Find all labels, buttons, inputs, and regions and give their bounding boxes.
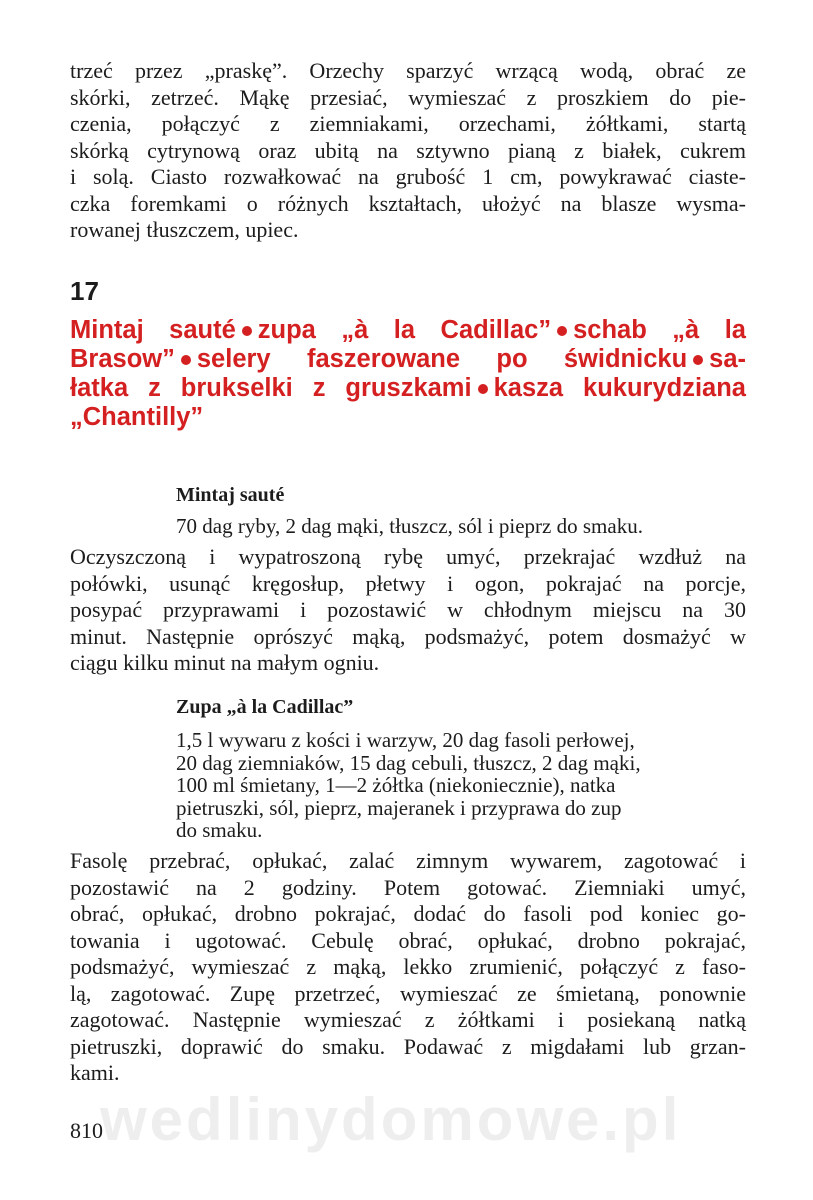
method-line: zagotować. Następnie wymieszać z żółtkami i posiekaną natką	[70, 1007, 746, 1032]
bullet-icon	[478, 384, 488, 394]
intro-line: skórki, zetrzeć. Mąkę przesiać, wymieszać z proszkiem do pie-	[70, 84, 746, 110]
bullet-icon	[242, 326, 252, 336]
intro-line: trzeć przez „praskę”. Orzechy sparzyć wrzącą wodą, obrać ze	[70, 58, 746, 83]
recipe-ingredients	[176, 729, 746, 842]
method-line: kami.	[70, 1060, 120, 1085]
ingredients-line: 20 dag ziemniaków, 15 dag cebuli, tłuszcz, 2 dag mąki,	[176, 750, 641, 775]
menu-dish: zupa „à la Cadillac”	[257, 316, 552, 344]
bullet-icon	[181, 355, 191, 365]
recipe-method	[70, 544, 746, 677]
recipe-title: Mintaj sauté	[176, 484, 285, 506]
watermark: wedlinydomowe.pl	[100, 1086, 682, 1153]
method-line: pozostawić na 2 godziny. Potem gotować. Ziemniaki umyć,	[70, 874, 746, 900]
method-line: obrać, opłukać, drobno pokrajać, dodać do fasoli pod koniec go-	[70, 901, 746, 926]
menu-dish: łatka z brukselki z gruszkami	[70, 374, 472, 402]
menu-dish: schab „à la	[573, 316, 746, 344]
ingredients-line: pietruszki, sól, pieprz, majeranek i przyprawa do zup	[176, 795, 622, 820]
intro-line: rowanej tłuszczem, upiec.	[70, 217, 299, 242]
intro-paragraph	[70, 58, 746, 244]
menu-line	[70, 316, 746, 345]
method-line: podsmażyć, wymieszać z mąką, lekko zrumienić, połączyć z faso-	[70, 954, 746, 979]
menu-dish: Brasow”	[70, 345, 175, 373]
intro-line: czka foremkami o różnych kształtach, ułożyć na blasze wysma-	[70, 190, 746, 216]
menu-line	[70, 345, 746, 374]
ingredients-line: 100 ml śmietany, 1—2 żółtka (niekoniecznie), natka	[176, 773, 616, 797]
recipe-method	[70, 848, 746, 1087]
ingredients-line: do smaku.	[176, 818, 263, 842]
menu-dish: Mintaj sauté	[70, 316, 236, 344]
method-line: minut. Następnie oprószyć mąką, podsmażyć, potem dosmażyć w	[70, 623, 746, 649]
bullet-icon	[557, 326, 567, 336]
menu-line	[70, 403, 746, 432]
ingredients-line: 1,5 l wywaru z kości i warzyw, 20 dag fasoli perłowej,	[176, 728, 635, 752]
method-line: ciągu kilku minut na małym ogniu.	[70, 650, 380, 675]
page-number: 810	[70, 1118, 103, 1143]
recipe-ingredients	[176, 515, 746, 538]
menu-line	[70, 374, 746, 403]
method-line: połówki, usunąć kręgosłup, płetwy i ogon, pokrajać na porcje,	[70, 570, 746, 596]
intro-line: skórką cytrynową oraz ubitą na sztywno pianą z białek, cukrem	[70, 137, 746, 163]
menu-title	[70, 316, 746, 432]
method-line: towania i ugotować. Cebulę obrać, opłukać, drobno pokrajać,	[70, 927, 746, 953]
bullet-icon	[693, 355, 703, 365]
recipe-title: Zupa „à la Cadillac”	[176, 696, 354, 718]
method-line: Oczyszczoną i wypatroszoną rybę umyć, przekrajać wzdłuż na	[70, 544, 746, 569]
menu-dish: kasza kukurydziana	[493, 374, 746, 402]
method-line: posypać przyprawami i pozostawić w chłodnym miejscu na 30	[70, 597, 746, 622]
menu-dish: selery faszerowane po świdnicku	[196, 345, 688, 373]
menu-dish: sa-	[709, 345, 746, 373]
ingredients-line: 70 dag ryby, 2 dag mąki, tłuszcz, sól i pieprz do smaku.	[176, 514, 643, 538]
intro-line: czenia, połączyć z ziemniakami, orzechami, żółtkami, startą	[70, 111, 746, 136]
method-line: lą, zagotować. Zupę przetrzeć, wymieszać ze śmietaną, ponownie	[70, 980, 746, 1006]
method-line: Fasolę przebrać, opłukać, zalać zimnym wywarem, zagotować i	[70, 848, 746, 873]
chapter-number: 17	[70, 276, 99, 306]
method-line: pietruszki, doprawić do smaku. Podawać z migdałami lub grzan-	[70, 1033, 746, 1059]
intro-line: i solą. Ciasto rozwałkować na grubość 1 cm, powykrawać ciaste-	[70, 164, 746, 189]
menu-dish: „Chantilly”	[70, 403, 204, 431]
